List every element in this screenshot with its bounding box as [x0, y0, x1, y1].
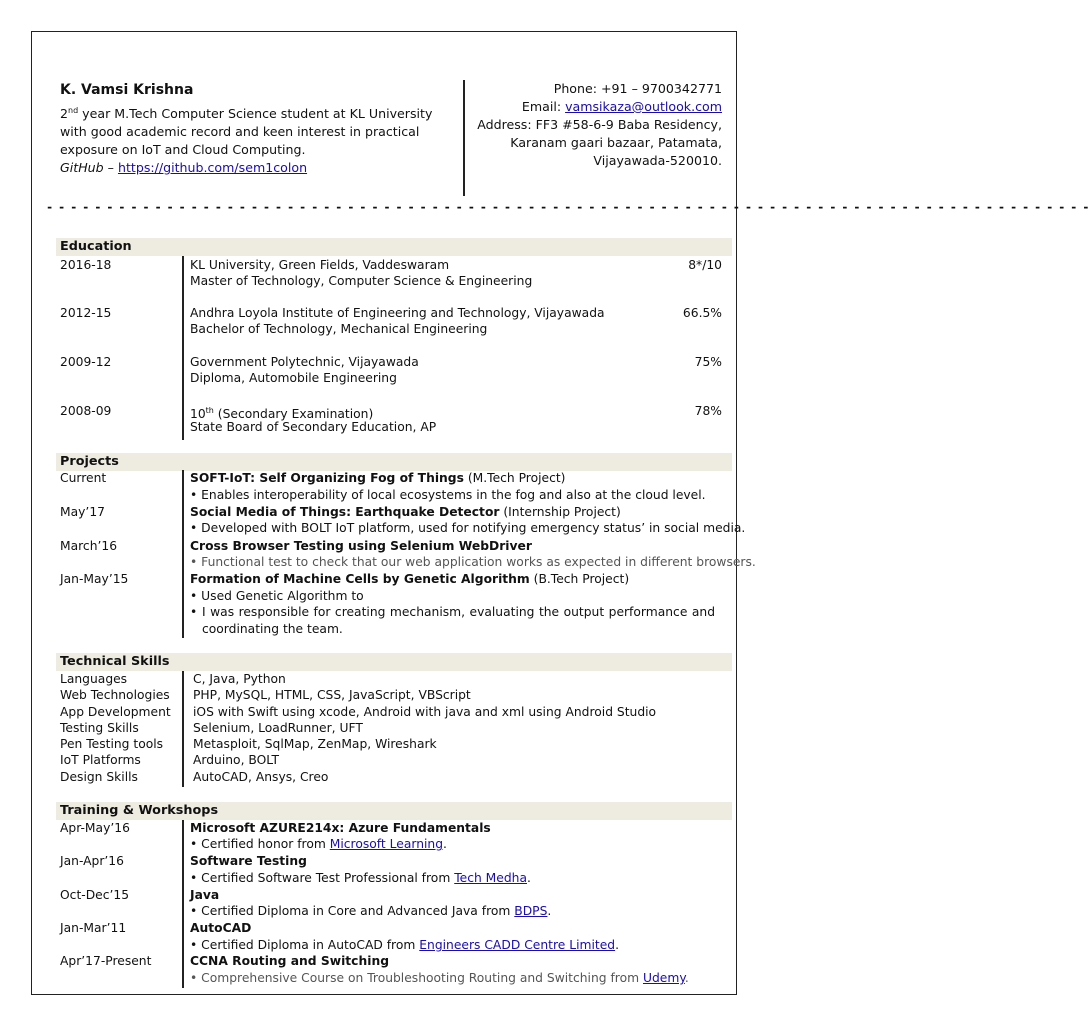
training-title: Microsoft AZURE214x: Azure Fundamentals [190, 821, 491, 835]
project-bullet-text: coordinating the team. [202, 622, 343, 636]
skill-value: Metasploit, SqlMap, ZenMap, Wireshark [193, 737, 437, 751]
skill-value: Arduino, BOLT [193, 753, 279, 767]
edu-years: 2016-18 [60, 258, 112, 272]
edu-years: 2012-15 [60, 306, 112, 320]
project-bullet: • Developed with BOLT IoT platform, used for notifying emergency status’ in social media. [190, 521, 746, 535]
project-title: Formation of Machine Cells by Genetic Algorithm (B.Tech Project) [190, 572, 630, 586]
training-link[interactable]: Microsoft Learning [329, 837, 444, 851]
training-bullet: • Certified honor from Microsoft Learning. [190, 837, 447, 851]
project-bullet: • Used Genetic Algorithm to [190, 589, 364, 603]
project-date: Jan-May’15 [60, 572, 129, 586]
training-bullet: • Certified Diploma in Core and Advanced Java from BDPS. [190, 904, 552, 918]
training-title: AutoCAD [190, 921, 252, 935]
skills-vline [182, 671, 184, 787]
project-title: Social Media of Things: Earthquake Detector (Internship Project) [190, 505, 621, 519]
project-title: Cross Browser Testing using Selenium WebDriver [190, 539, 532, 553]
project-bullet: • Enables interoperability of local ecosystems in the fog and also at the cloud level. [190, 488, 706, 502]
edu-score: 66.5% [682, 306, 722, 320]
training-bullet: • Certified Diploma in AutoCAD from Engineers CADD Centre Limited. [190, 938, 619, 952]
header-divider [463, 80, 465, 196]
edu-years: 2008-09 [60, 404, 112, 418]
training-title: Software Testing [190, 854, 307, 868]
edu-line2: Master of Technology, Computer Science & Engineering [190, 274, 533, 288]
project-date: Current [60, 471, 107, 485]
projects-vline [182, 470, 184, 638]
project-date: March’16 [60, 539, 118, 553]
training-bullet: • Comprehensive Course on Troubleshooting Routing and Switching from Udemy. [190, 971, 689, 985]
skill-label: App Development [60, 705, 171, 719]
project-date: May’17 [60, 505, 105, 519]
training-vline [182, 820, 184, 988]
section-technical-skills: Technical Skills [56, 653, 732, 671]
edu-score: 75% [694, 355, 722, 369]
contact-block: Phone: +91 – 9700342771 Email: vamsikaza@outlook.com Address: FF3 #58-6-9 Baba Residency, Karanam gaari bazaar, Patamata, Vijayawada-520010. [477, 81, 722, 168]
skill-label: Testing Skills [60, 721, 139, 735]
skill-value: C, Java, Python [193, 672, 286, 686]
edu-line2: Diploma, Automobile Engineering [190, 371, 397, 385]
edu-line2: State Board of Secondary Education, AP [190, 420, 437, 434]
skill-label: Pen Testing tools [60, 737, 164, 751]
skill-label: Web Technologies [60, 688, 170, 702]
edu-score: 78% [694, 404, 722, 418]
training-bullet: • Certified Software Test Professional from Tech Medha. [190, 871, 531, 885]
education-vline [182, 256, 184, 440]
training-link[interactable]: BDPS [514, 904, 548, 918]
edu-line1: Government Polytechnic, Vijayawada [190, 355, 419, 369]
project-bullet: • Functional test to check that our web application works as expected in different browsers. [190, 555, 756, 569]
training-title: Java [190, 888, 220, 902]
edu-line1: 10th (Secondary Examination) [190, 406, 374, 422]
phone: Phone: +91 – 9700342771 [553, 81, 722, 96]
github-link[interactable]: https://github.com/sem1colon [117, 160, 308, 176]
training-date: Apr-May’16 [60, 821, 130, 835]
skill-value: Selenium, LoadRunner, UFT [193, 721, 363, 735]
project-title: SOFT-IoT: Self Organizing Fog of Things (M.Tech Project) [190, 471, 566, 485]
training-link[interactable]: Udemy [643, 971, 685, 985]
edu-line1: Andhra Loyola Institute of Engineering and Technology, Vijayawada [190, 306, 605, 320]
skill-label: IoT Platforms [60, 753, 141, 767]
edu-years: 2009-12 [60, 355, 112, 369]
project-bullet-text: I was responsible for creating mechanism, evaluating the output performance and [202, 605, 715, 619]
training-date: Apr’17-Present [60, 954, 152, 968]
training-date: Jan-Mar’11 [60, 921, 127, 935]
intro-block: 2nd year M.Tech Computer Science student at KL University with good academic record and keen interest in practical exposure on IoT and Cloud Computing. GitHub – https://github.com/sem1colon [60, 106, 433, 176]
section-projects: Projects [56, 453, 732, 471]
edu-score: 8*/10 [688, 258, 722, 272]
skill-label: Design Skills [60, 770, 138, 784]
edu-line1: KL University, Green Fields, Vaddeswaram [190, 258, 450, 272]
candidate-name: K. Vamsi Krishna [60, 82, 194, 98]
email-link[interactable]: vamsikaza@outlook.com [565, 99, 722, 114]
skill-value: AutoCAD, Ansys, Creo [193, 770, 329, 784]
training-date: Jan-Apr’16 [60, 854, 124, 868]
edu-line2: Bachelor of Technology, Mechanical Engineering [190, 322, 488, 336]
training-date: Oct-Dec’15 [60, 888, 130, 902]
skill-value: iOS with Swift using xcode, Android with java and xml using Android Studio [193, 705, 657, 719]
training-link[interactable]: Engineers CADD Centre Limited [419, 938, 616, 952]
github-label: GitHub [60, 160, 104, 176]
section-education: Education [56, 238, 732, 256]
skill-label: Languages [60, 672, 128, 686]
training-link[interactable]: Tech Medha [454, 871, 527, 885]
training-title: CCNA Routing and Switching [190, 954, 390, 968]
skill-value: PHP, MySQL, HTML, CSS, JavaScript, VBScript [193, 688, 471, 702]
section-training-workshops: Training & Workshops [56, 802, 732, 820]
dashed-divider: - - - - - - - - - - - - - - - - - - - - - - - - - - - - - - - - - - - - - - - - - - - - - - - - - - - - - - - - - - - - - - - - - - - - - - - - - - - - - - - - - - - - - - - [46, 200, 1088, 214]
project-bullet-mark: • [190, 605, 198, 619]
